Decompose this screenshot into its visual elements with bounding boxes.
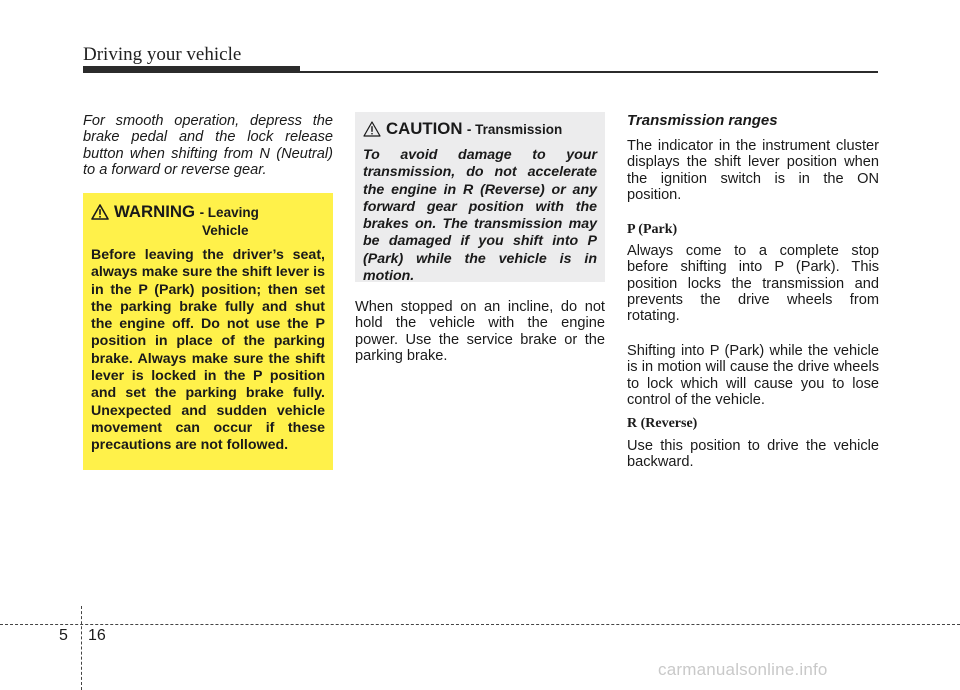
warning-header <box>91 203 325 239</box>
indicator-paragraph: The indicator in the instrument cluster displays the shift lever position when the ignition switch is in the ON position. <box>627 138 879 203</box>
watermark: carmanualsonline.info <box>658 660 828 679</box>
caution-triangle-icon <box>363 121 381 137</box>
chapter-number: 5 <box>59 627 68 644</box>
park-paragraph-2: Shifting into P (Park) while the vehicle is in motion will cause the drive wheels to lock which will cause you to lose control of the vehicle. <box>627 343 879 408</box>
park-paragraph-1: Always come to a complete stop before shifting into P (Park). This position locks the transmission and prevents the drive wheels from rotating. <box>627 243 879 325</box>
caution-header <box>363 120 597 139</box>
caution-subtitle: - Transmission <box>466 122 563 137</box>
intro-paragraph: For smooth operation, depress the brake pedal and the lock release button when shifting from N (Neutral) to a forward or reverse gear. <box>83 113 333 178</box>
transmission-ranges-heading: Transmission ranges <box>627 112 778 129</box>
park-heading: P (Park) <box>627 222 678 237</box>
warning-box <box>83 193 333 470</box>
warning-body: Before leaving the driver’s seat, always make sure the shift lever is in the P (Park) position; then set the parking brake fully and shut the engine off. Do not use the P position in place of the parking brake. Always make sure the shift lever is locked in the P position and set the parking brake fully. Unexpected and sudden vehicle movement can occur if these precautions are not followed. <box>91 247 325 454</box>
page-number: 16 <box>88 627 106 644</box>
caution-title: CAUTION <box>386 119 463 138</box>
incline-note: When stopped on an incline, do not hold the vehicle with the engine power. Use the service brake or the parking brake. <box>355 299 605 364</box>
reverse-paragraph: Use this position to drive the vehicle backward. <box>627 438 879 471</box>
caution-body: To avoid damage to your transmission, do not accelerate the engine in R (Reverse) or any forward gear position with the brakes on. The transmission may be damaged if you shift into P (Park) while the vehicle is in motion. <box>363 147 597 285</box>
header-rule <box>300 71 878 73</box>
reverse-heading: R (Reverse) <box>627 416 698 431</box>
footer-divider <box>81 606 82 690</box>
caution-box <box>355 112 605 285</box>
footer-rule <box>0 624 960 625</box>
warning-subtitle: - Leaving <box>199 205 259 220</box>
header-bar <box>83 66 300 73</box>
section-title: Driving your vehicle <box>83 44 242 65</box>
warning-triangle-icon <box>91 204 109 220</box>
warning-subtitle-line2: Vehicle <box>202 223 249 238</box>
warning-title: WARNING <box>114 202 196 221</box>
